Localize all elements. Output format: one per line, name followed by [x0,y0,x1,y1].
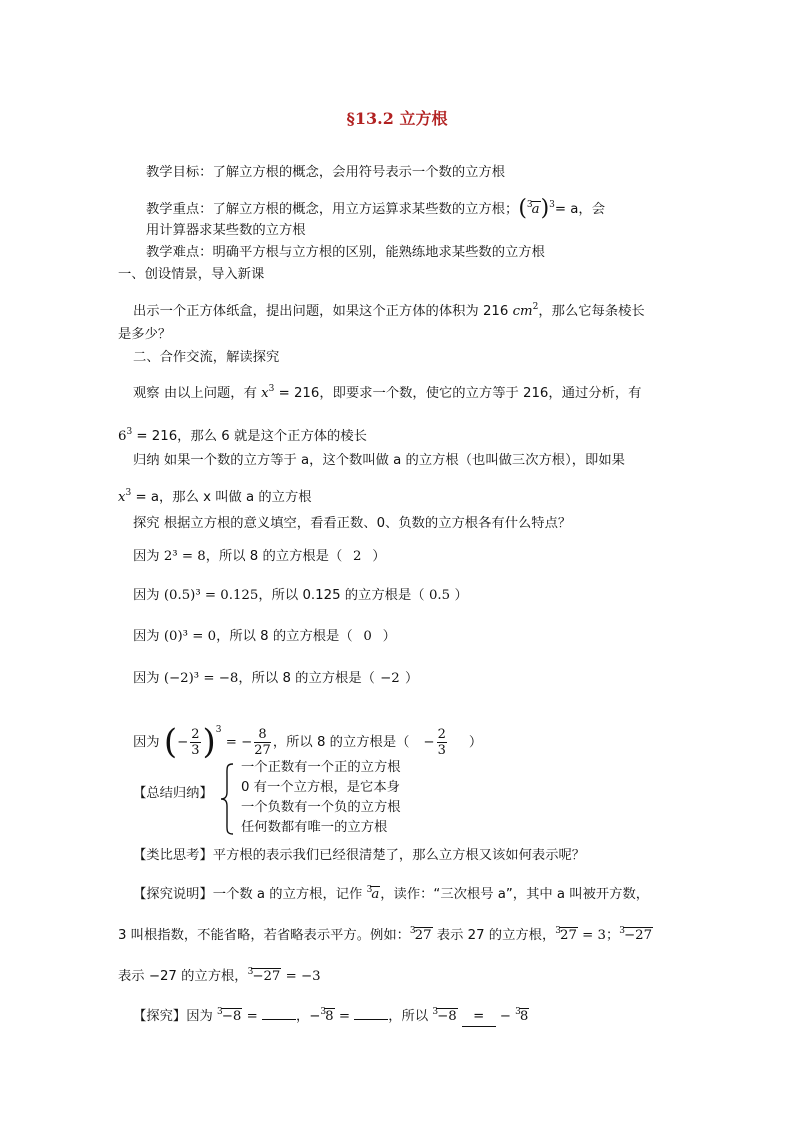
summary-item: 任何数都有唯一的立方根 [241,820,388,835]
example-row: 因为 (0)³ = 0，所以 8 的立方根是（ 0 ） [133,629,396,644]
summary-item: 一个负数有一个负的立方根 [241,800,401,815]
explain-label: 【探究说明】 [133,887,213,902]
summary-label: 【总结归纳】 [133,786,213,801]
analogy-text: 平方根的表示我们已经很清楚了，那么立方根又该如何表示呢？ [212,848,586,863]
induct-line: 归纳 如果一个数的立方等于 a，这个数叫做 a 的立方根（也叫做三次方根），即如果 [133,453,625,468]
intro-paragraph-2: 是多少？ [118,327,172,342]
explore-line: 探究 根据立方根的意义填空，看看正数、0、负数的立方根各有什么特点？ [133,516,572,531]
example-row: 因为 (0.5)³ = 0.125，所以 0.125 的立方根是（ 0.5 ） [133,588,468,603]
fraction: $\frac{8}{27}$ [254,726,271,758]
difficulty-line [146,244,545,262]
objective-line [146,164,505,182]
fraction-answer: $\frac{2}{3}$ [437,726,446,758]
induct-line-2: $x^3 = a$，那么 x 叫做 a 的立方根 [118,488,312,505]
page-title: §13.2 立方根 [346,109,448,128]
key-point-tail: = a，会 [554,202,606,217]
key-point-text-2: 用计算器求某些数的立方根 [146,223,306,238]
example-answer: −2 [380,671,400,686]
cube-root-a: $^3$a [526,200,540,217]
example-answer: 0 [363,629,372,644]
summary-item: 一个正数有一个正的立方根 [241,760,401,775]
formula-paren: ( [518,196,527,221]
key-point-text: 教学重点：了解立方根的概念，用立方运算求某些数的立方根； [146,202,519,217]
exercise-label: 【探究】 [133,1009,187,1024]
intro-paragraph: 出示一个正方体纸盒，提出问题，如果这个正方体的体积为 216 $cm^2$，那么它每条棱长 [133,302,645,319]
example-answer: 0.5 [428,588,451,603]
observe-line-2: $6^3 = 216$，那么 6 就是这个正方体的棱长 [118,427,367,444]
section2-heading: 二、合作交流，解读探究 [133,350,280,365]
example-answer: 2 [353,549,362,564]
answer-blank-filled[interactable]: = [462,1008,496,1027]
analogy-label: 【类比思考】 [133,848,213,863]
curly-brace-icon [218,762,236,836]
example-row: 因为 (−2)³ = −8，所以 8 的立方根是（ −2 ） [133,671,419,686]
example-row-fraction: 因为 (− $\frac{2}{3}$ )$^3$ = − $\frac{8}{27}$ ，所以 8 的立方根是（ − $\frac{2}{3}$ ） [133,722,483,762]
summary-item: 0 有一个立方根，是它本身 [241,780,400,795]
answer-blank[interactable] [354,1007,388,1020]
answer-blank[interactable] [262,1007,296,1020]
key-point-line-2 [146,222,306,240]
exercise-line: 【探究】因为 $^3$−8 = ，−$^3$8 = ，所以 $^3$−8 = − $^3$8 [133,1003,529,1027]
unit-cm: cm [512,304,533,319]
difficulty-text: 教学难点：明确平方根与立方根的区别，能熟练地求某些数的立方根 [146,245,545,260]
key-point-line: 教学重点：了解立方根的概念，用立方运算求某些数的立方根；$(^3a)^3= a$，会 [146,196,606,221]
objective-text: 教学目标：了解立方根的概念，会用符号表示一个数的立方根 [146,165,506,180]
explain-line: 【探究说明】一个数 a 的立方根，记作 $^3$a，读作：“三次根号 a”，其中 a 叫被开方数， [133,885,650,902]
explain-line-2: 3 叫根指数，不能省略，若省略表示平方。例如：$^3$27 表示 27 的立方根，$^3$27 = 3；$^3$−27 [118,926,653,943]
observe-line: 观察 由以上问题，有 $x^3 = 216$，即要求一个数，使它的立方等于 216，通过分析，有 [133,384,642,401]
section1-heading: 一、创设情景，导入新课 [118,267,265,282]
analogy-line [133,847,585,865]
explain-line-3: 表示 −27 的立方根，$^3$−27 = −3 [118,967,321,984]
example-row: 因为 2³ = 8，所以 8 的立方根是（ 2 ） [133,549,386,564]
fraction: $\frac{2}{3}$ [191,726,200,758]
